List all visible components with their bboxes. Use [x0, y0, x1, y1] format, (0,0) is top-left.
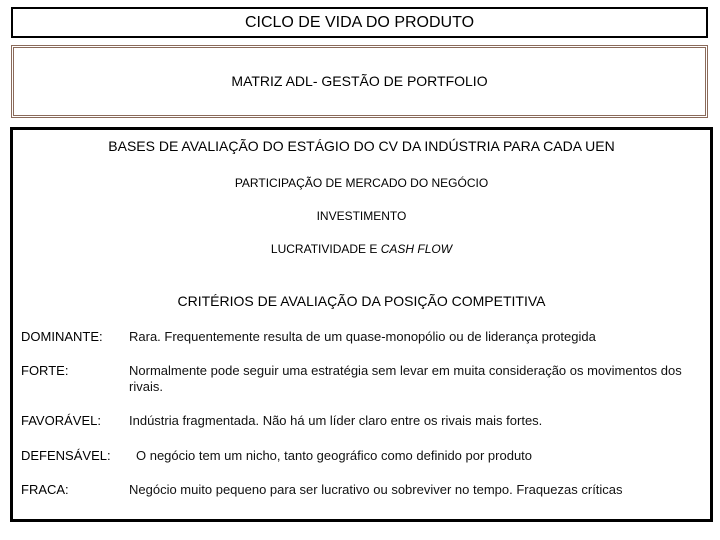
criteria-label: FAVORÁVEL:: [21, 413, 101, 428]
criteria-label: FORTE:: [21, 363, 69, 378]
bases-item-investment: INVESTIMENTO: [316, 209, 407, 223]
criteria-label: FRACA:: [21, 482, 69, 497]
criteria-description: Rara. Frequentemente resulta de um quase-monopólio ou de liderança protegida: [129, 329, 596, 344]
content-panel: [10, 127, 713, 522]
bases-heading: BASES DE AVALIAÇÃO DO ESTÁGIO DO CV DA INDÚSTRIA PARA CADA UEN: [108, 138, 615, 154]
criteria-label: DOMINANTE:: [21, 329, 103, 344]
bases-item-cash-flow: CASH FLOW: [380, 242, 453, 256]
criteria-description: Normalmente pode seguir uma estratégia sem levar em muita consideração os movimentos dos rivais.: [129, 363, 682, 394]
criteria-heading: CRITÉRIOS DE AVALIAÇÃO DA POSIÇÃO COMPETITIVA: [177, 293, 546, 309]
bases-item-profitability: [13, 242, 710, 256]
page-title: CICLO DE VIDA DO PRODUTO: [11, 7, 708, 38]
criteria-description: O negócio tem um nicho, tanto geográfico como definido por produto: [136, 448, 533, 463]
bases-item-market-share: PARTICIPAÇÃO DE MERCADO DO NEGÓCIO: [234, 176, 489, 190]
subtitle: MATRIZ ADL- GESTÃO DE PORTFOLIO: [11, 45, 708, 118]
criteria-label: DEFENSÁVEL:: [21, 448, 111, 463]
bases-item-profitability-text: LUCRATIVIDADE E: [270, 242, 381, 256]
criteria-description: Negócio muito pequeno para ser lucrativo ou sobreviver no tempo. Fraquezas críticas: [129, 482, 623, 497]
criteria-description: Indústria fragmentada. Não há um líder claro entre os rivais mais fortes.: [129, 413, 543, 428]
